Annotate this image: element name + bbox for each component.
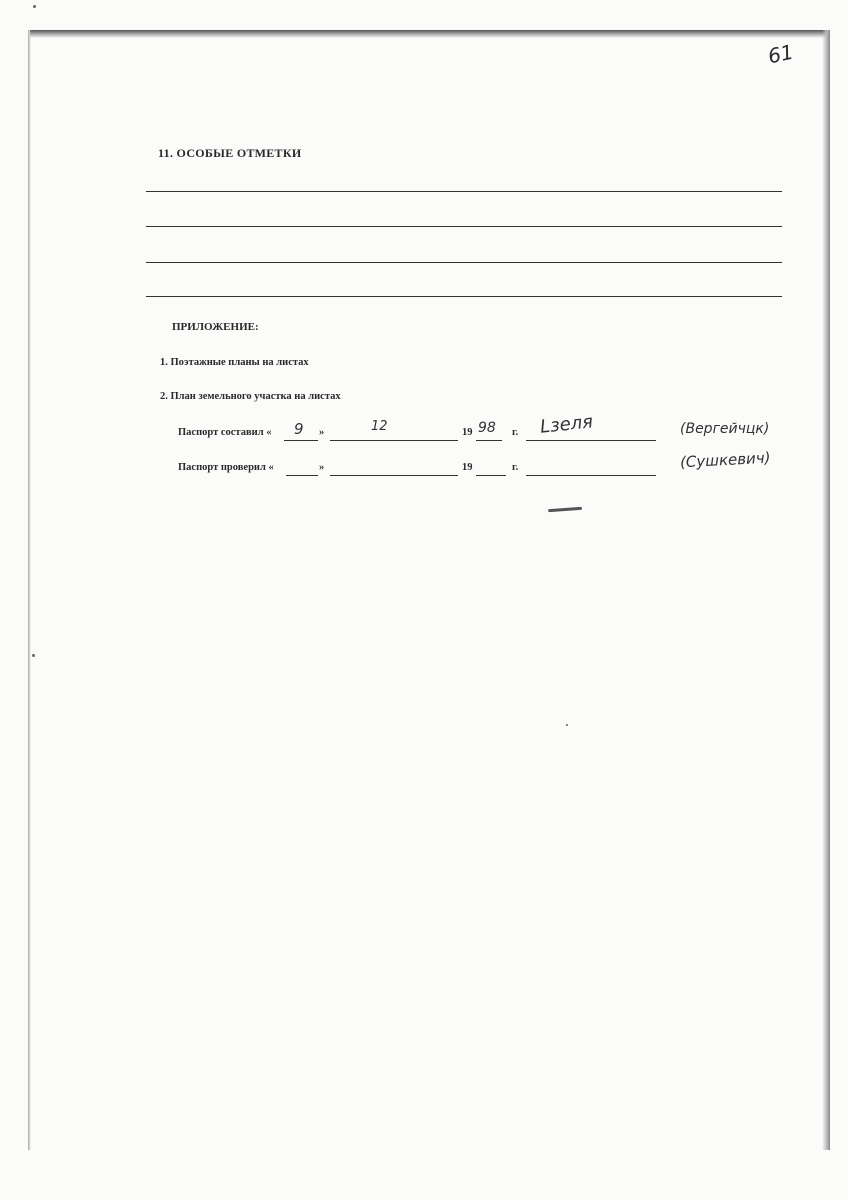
compiled-label: Паспорт составил « <box>178 427 272 438</box>
checked-year-prefix: 19 <box>462 462 473 473</box>
appendix-item: 2. План земельного участка на листах <box>160 391 341 402</box>
scan-speck <box>33 5 36 8</box>
page-number: 61 <box>765 39 796 69</box>
day-line <box>284 440 318 441</box>
scan-speck <box>32 654 35 657</box>
section-title: 11. ОСОБЫЕ ОТМЕТКИ <box>158 146 302 160</box>
blank-line <box>146 262 782 263</box>
compiled-year-unit: г. <box>512 427 519 438</box>
compiled-month: 12 <box>371 419 388 434</box>
month-line <box>330 440 458 441</box>
scan-edge-left <box>28 30 31 1150</box>
scan-speck <box>566 724 568 726</box>
scan-edge-right <box>822 30 830 1150</box>
month-line <box>330 475 458 476</box>
appendix-item: 1. Поэтажные планы на листах <box>160 357 309 368</box>
blank-line <box>146 296 782 297</box>
compiled-name: (Вергейчцк) <box>680 421 770 437</box>
blank-line <box>146 226 782 227</box>
checked-name: (Сушкевич) <box>679 448 771 472</box>
checked-year-unit: г. <box>512 462 519 473</box>
compiled-signature: Lзеля <box>539 411 594 438</box>
year-line <box>476 475 506 476</box>
year-line <box>476 440 502 441</box>
quote-close: » <box>319 462 325 473</box>
compiled-row <box>178 411 788 442</box>
compiled-year-suffix: 98 <box>478 420 496 436</box>
pen-mark <box>548 507 582 512</box>
quote-close: » <box>319 427 325 438</box>
signature-line <box>526 440 656 441</box>
compiled-year-prefix: 19 <box>462 427 473 438</box>
signature-line <box>526 475 656 476</box>
day-line <box>286 475 318 476</box>
appendix-title: ПРИЛОЖЕНИЕ: <box>172 321 259 333</box>
scan-edge-top <box>30 30 830 38</box>
checked-row <box>178 448 788 477</box>
blank-line <box>146 191 782 192</box>
compiled-day: 9 <box>294 420 304 438</box>
checked-label: Паспорт проверил « <box>178 462 274 473</box>
